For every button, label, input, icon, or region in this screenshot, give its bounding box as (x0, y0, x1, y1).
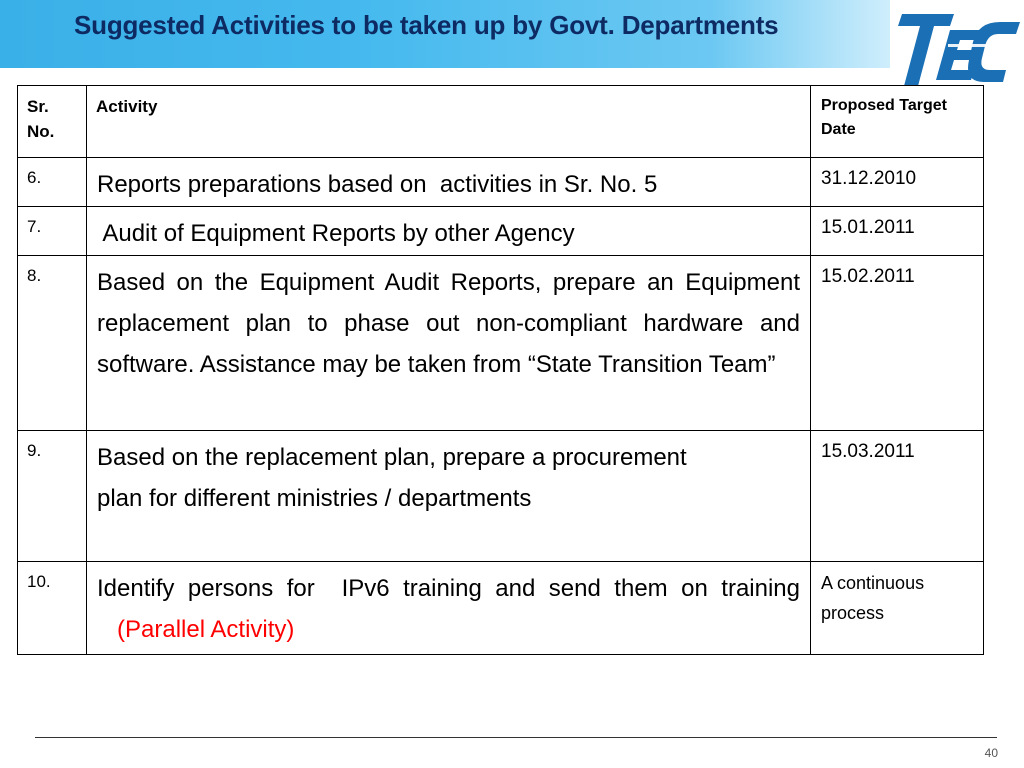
table-row (18, 431, 984, 562)
row-sr-no: 6. (27, 168, 42, 187)
row-sr-no: 7. (27, 217, 42, 236)
header-cell (87, 86, 811, 158)
header-target-date: Proposed Target Date (821, 97, 947, 138)
row-activity: Based on the Equipment Audit Reports, prepare an Equipment replacement plan to phase out non-compliant hardware and software. Assistance may be taken from “State Transition Team” (97, 269, 800, 378)
header-activity: Activity (96, 97, 158, 116)
row-activity: Reports preparations based on activities in Sr. No. 5 (97, 171, 658, 198)
parallel-activity-note: (Parallel Activity) (117, 616, 295, 643)
activities-table (17, 85, 984, 655)
row-activity: Identify persons for IPv6 training and send them on training (97, 575, 800, 602)
table-row (18, 207, 984, 256)
header-cell (18, 86, 87, 158)
row-target-date: 15.01.2011 (821, 217, 915, 238)
row-target-date: 31.12.2010 (821, 168, 917, 189)
row-target-date: A continuous process (821, 573, 925, 623)
slide-title: Suggested Activities to be taken up by Govt. Departments (74, 10, 779, 40)
table-row (18, 256, 984, 431)
row-sr-no: 9. (27, 441, 42, 460)
row-activity: Audit of Equipment Reports by other Agency (97, 220, 575, 247)
row-sr-no: 8. (27, 266, 42, 285)
table-row (18, 158, 984, 207)
row-target-date: 15.02.2011 (821, 266, 915, 287)
row-target-date: 15.03.2011 (821, 441, 915, 462)
header-sr-no: Sr. No. (27, 97, 55, 141)
row-activity-cell (87, 562, 810, 650)
tec-logo (888, 0, 1024, 92)
header-cell (811, 86, 984, 158)
footer-divider (35, 737, 997, 738)
row-sr-no: 10. (27, 572, 51, 591)
table-header-row (18, 86, 984, 158)
table-row (18, 562, 984, 655)
row-activity: Based on the replacement plan, prepare a procurement plan for different ministries / departments (97, 444, 687, 512)
page-number: 40 (984, 746, 998, 760)
